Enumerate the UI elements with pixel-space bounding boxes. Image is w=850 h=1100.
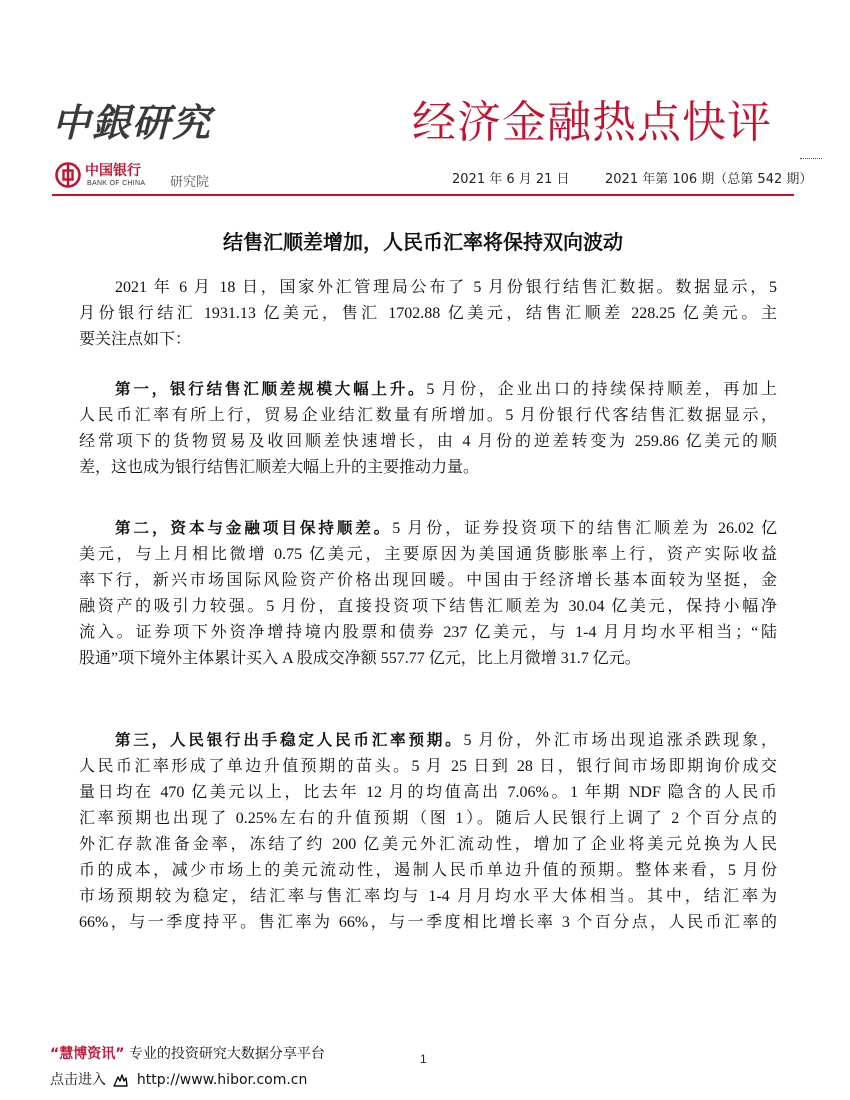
paragraph-line: 2021 年 6 月 18 日，国家外汇管理局公布了 5 月份银行结售汇数据。数据显示，5 [115, 279, 777, 296]
footer-brand: “慧博资讯” [50, 1046, 125, 1062]
paragraph-line: 经常项下的货物贸易及收回顺差快速增长，由 4 月份的逆差转变为 259.86 亿美元的顺 [79, 433, 777, 450]
paragraph-line: 66%，与一季度持平。售汇率为 66%，与一季度相比增长率 3 个百分点，人民币汇率的 [79, 914, 777, 931]
paragraph-line: 币的成本，减少市场上的美元流动性，遏制人民币单边升值的预期。整体来看，5 月份 [79, 862, 777, 879]
paragraph-line: 美元，与上月相比微增 0.75 亿美元，主要原因为美国通货膨胀率上行，资产实际收益 [79, 546, 777, 563]
footer-link-prefix: 点击进入 [50, 1072, 106, 1088]
paragraph-line: 人民币汇率有所上行，贸易企业结汇数量有所增加。5 月份银行代客结售汇数据显示， [79, 407, 777, 424]
report-series-title: 经济金融热点快评 [412, 97, 772, 148]
paragraph-line [79, 515, 777, 542]
bank-name-en: BANK OF CHINA [87, 180, 146, 187]
paragraph-lead: 第二，资本与金融项目保持顺差。 [115, 519, 393, 537]
issue-number: 2021 年第 106 期（总第 542 期） [605, 172, 813, 187]
header-divider [52, 194, 794, 196]
paragraph-point-1 [79, 376, 777, 481]
footer-slogan [50, 1043, 325, 1063]
paragraph-line: 月份银行结汇 1931.13 亿美元，售汇 1702.88 亿美元，结售汇顺差 228.25 亿美元。主 [79, 305, 777, 322]
paragraph-line [79, 727, 777, 754]
hand-pointer-icon [112, 1072, 130, 1088]
paragraph-point-3 [79, 727, 777, 936]
paragraph-intro [79, 275, 777, 353]
paragraph-line: 市场预期较为稳定，结汇率与售汇率均与 1-4 月月均水平大体相当。其中，结汇率为 [79, 888, 777, 905]
paragraph-line: 率下行，新兴市场国际风险资产价格出现回暖。中国由于经济增长基本面较为坚挺，金 [79, 572, 777, 589]
paragraph-line [79, 376, 777, 403]
issue-date: 2021 年 6 月 21 日 [452, 172, 570, 187]
paragraph-line: 人民币汇率形成了单边升值预期的苗头。5 月 25 日到 28 日，银行间市场即期询价成交 [79, 758, 777, 775]
paragraph-line: 差，这也成为银行结售汇顺差大幅上升的主要推动力量。 [79, 459, 480, 476]
paragraph-point-2 [79, 515, 777, 672]
paragraph-line-text: 5 月份，外汇市场出现追涨杀跌现象， [463, 732, 777, 749]
paragraph-line: 流入。证券项下外资净增持境内股票和债券 237 亿美元，与 1-4 月月均水平相当；“陆 [79, 624, 777, 641]
decorative-dotted-line [800, 158, 822, 159]
article-title: 结售汇顺差增加，人民币汇率将保持双向波动 [223, 230, 623, 254]
paragraph-lead: 第三，人民银行出手稳定人民币汇率预期。 [115, 731, 464, 749]
institute-label: 研究院 [170, 175, 210, 190]
paragraph-line-text: 5 月份，证券投资项下的结售汇顺差为 26.02 亿 [392, 520, 777, 537]
paragraph-lead: 第一，银行结售汇顺差规模大幅上升。 [115, 380, 427, 398]
paragraph-line: 要关注点如下： [79, 331, 192, 348]
footer-url-link[interactable]: http://www.hibor.com.cn [136, 1072, 308, 1088]
paragraph-line: 融资产的吸引力较强。5 月份，直接投资项下结售汇顺差为 30.04 亿美元，保持小幅净 [79, 598, 777, 615]
paragraph-line: 汇率预期也出现了 0.25%左右的升值预期（图 1）。随后人民银行上调了 2 个百分点的 [79, 810, 777, 827]
footer-link-row[interactable] [50, 1069, 307, 1089]
bank-of-china-logo-icon [55, 162, 81, 188]
paragraph-line: 量日均在 470 亿美元以上，比去年 12 月的均值高出 7.06%。1 年期 NDF 隐含的人民币 [79, 784, 777, 801]
paragraph-line-text: 5 月份，企业出口的持续保持顺差，再加上 [426, 381, 777, 398]
paragraph-line: 股通”项下境外主体累计买入 A 股成交净额 557.77 亿元，比上月微增 31.7 亿元。 [79, 650, 641, 667]
page-number: 1 [420, 1052, 427, 1066]
bank-name-cn: 中国银行 [85, 163, 141, 179]
brand-calligraphy-logo: 中銀研究 [52, 100, 213, 145]
footer-slogan-text: 专业的投资研究大数据分享平台 [128, 1046, 325, 1062]
paragraph-line: 外汇存款准备金率，冻结了约 200 亿美元外汇流动性，增加了企业将美元兑换为人民 [79, 836, 777, 853]
